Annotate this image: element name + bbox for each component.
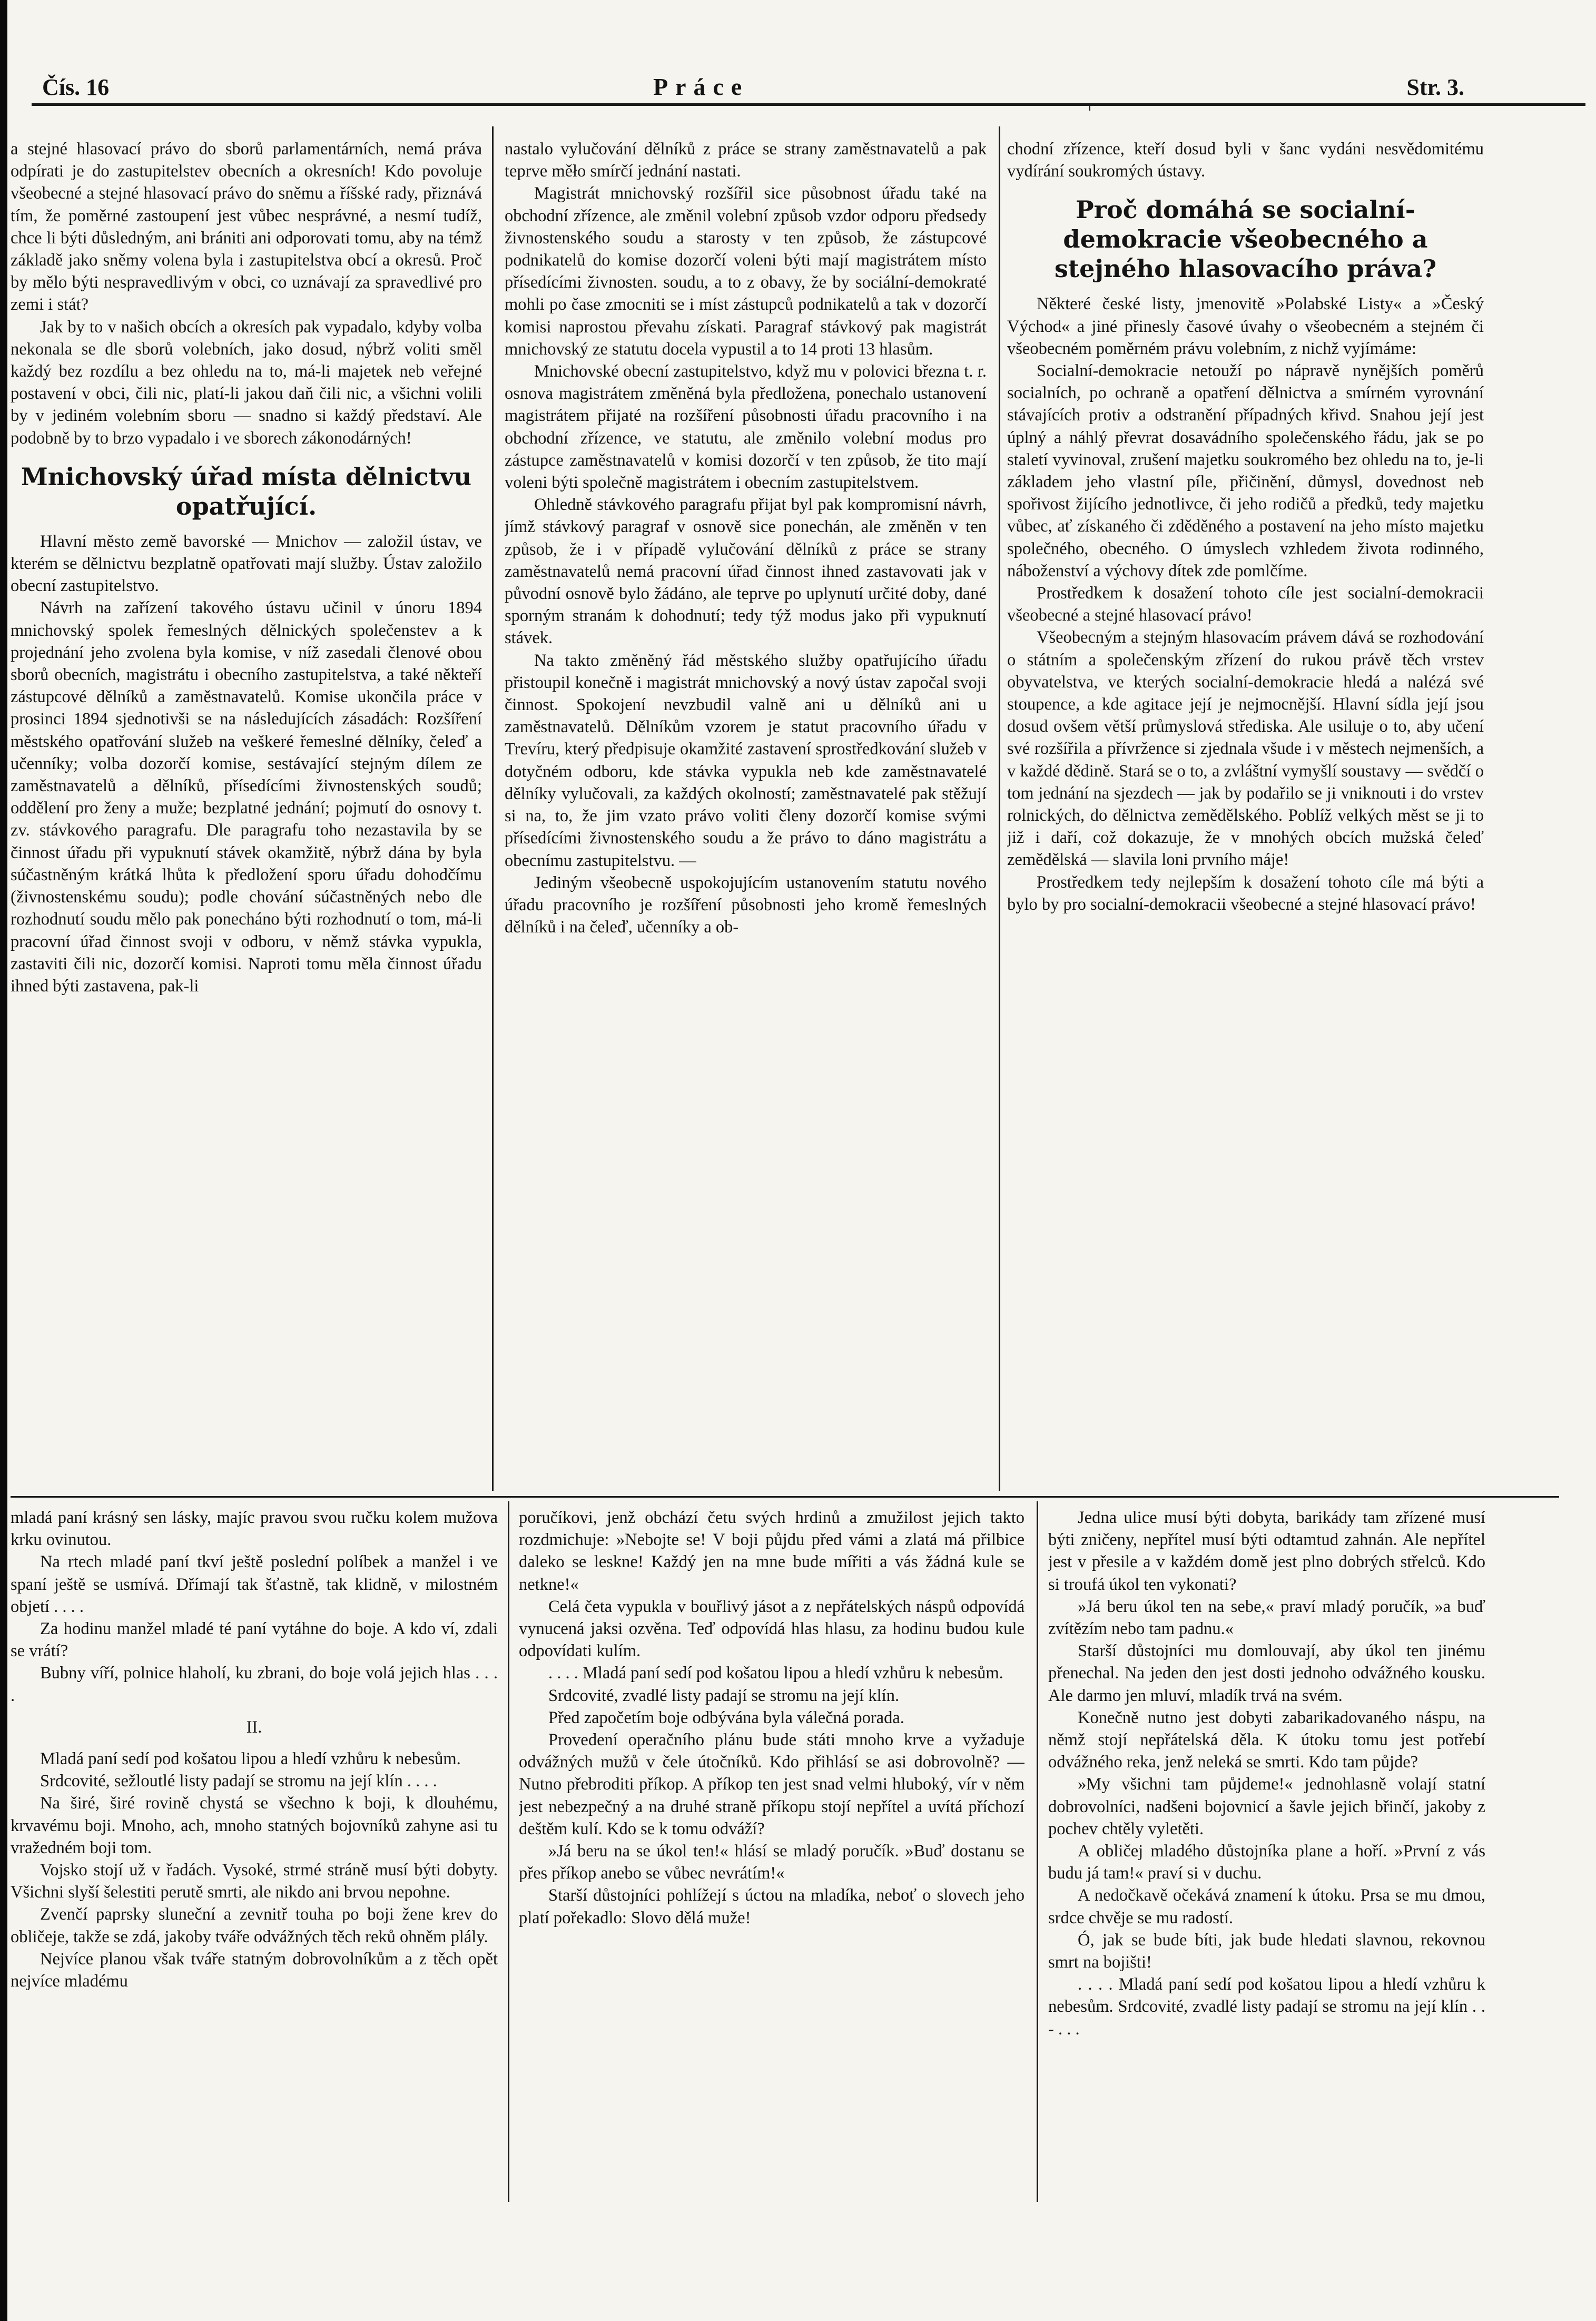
paragraph: Všeobecným a stejným hlasovacím právem dává se rozhodování o státním a společenským zřízení do rukou právě těch vrstev obyvatelstva, ve kterých socialní-demokracie hledá a nalézá své stoupence, a kde agitace její je nejmocnější. Hlavní sídla její jsou dosud ovšem větší průmyslová střediska. Ale usiluje o to, aby učení své rozšířila a přívržence si zjednala všude i v městech nejmenších, a v každé dědině. Stará se o to, a zvláštní vymyšlí soustavy — svědčí o tom jednání na sjezdech — jak by podařilo se ji vniknouti i do vrstev rolnických, do dělnictva zemědělského. Poblíž velkých měst se ji to již i daří, což dokazuje, že v mnohých obcích mužská čeleď zemědělská — slavila loni prvního máje! bbox=[1007, 628, 1484, 870]
paragraph: A obličej mladého důstojníka plane a hoří. »První z vás budu já tam!« praví si v duchu. bbox=[1048, 1842, 1485, 1883]
paragraph: Magistrát mnichovský rozšířil sice působnost úřadu také na obchodní zřízence, ale změnil volební způsob vzdor odporu předsedy živnostenského soudu a starosty v ten způsob, že zástupcové podnikatelů do komise dozorčí voleni býti mají magistrátem místo přísedícími živnosten. soudu, a to z obavy, že by sociální-demokraté mohli po čase zmocniti se i míst zástupců podnikatelů a tak v dozorčí komisi naprostou převahu získati. Paragraf stávkový pak magistrát mnichovský ze statutu docela vypustil a to 14 proti 13 hlasům. bbox=[505, 184, 987, 359]
paragraph: Vojsko stojí už v řadách. Vysoké, strmé stráně musí býti dobyty. Všichni slyší šelestiti perutě smrti, ale nikdo ani brvou nepohne. bbox=[11, 1861, 498, 1902]
paragraph: a stejné hlasovací právo do sborů parlamentárních, nemá práva odpírati je do zastupitelstev obecních a okresních! Kdo povoluje všeobecné a stejné hlasovací právo do sněmu a říšské rady, přiznává tím, že poměrné zastoupení jest vůbec nesprávné, a nesmí tudíž, chce li býti důsledným, ani brániti ani odporovati tomu, aby na témž základě jako sněmy volena byla i zastupitelstva obcí a okresů. Proč by mělo býti nespravedlivým v obci, co uznávají za spravedlivé pro zemi i stát? bbox=[11, 140, 482, 314]
page-number: Str. 3. bbox=[1406, 74, 1464, 100]
story-column-1 bbox=[11, 1507, 498, 2202]
paragraph: Prostředkem tedy nejlepším k dosažení tohoto cíle má býti a bylo by pro socialní-demokracii všeobecné a stejné hlasovací právo! bbox=[1007, 872, 1484, 914]
paragraph: Na širé, širé rovině chystá se všechno k boji, k dlouhému, krvavému boji. Mnoho, ach, mnoho statných bojovníků zahyne asi tu vražedném boji tom. bbox=[11, 1794, 498, 1857]
paragraph: Starší důstojníci mu domlouvají, aby úkol ten jinému přenechal. Na jeden den jest dosti jednoho odvážného kousku. Ale darmo jen mluví, mladík trvá na svém. bbox=[1048, 1641, 1485, 1705]
paragraph: chodní zřízence, kteří dosud byli v šanc vydáni nesvědomitému vydírání soukromých ústavy. bbox=[1007, 140, 1484, 181]
paragraph: Srdcovité, sežloutlé listy padají se stromu na její klín . . . . bbox=[40, 1772, 437, 1791]
column-rule-5 bbox=[1089, 105, 1090, 111]
paragraph: Jediným všeobecně uspokojujícím ustanovením statutu nového úřadu pracovního je rozšíření působnosti jeho kromě řemeslných dělníků i na čeleď, učenníky a ob- bbox=[505, 873, 987, 937]
paragraph: Hlavní město země bavorské — Mnichov — založil ústav, ve kterém se dělnictvu bezplatně opatřovati mají služby. Ústav založilo obecní zastupitelstvo. bbox=[11, 532, 482, 596]
paragraph: Celá četa vypukla v bouřlivý jásot a z nepřátelských náspů odpovídá vynucená jaksi ozvěna. Teď odpovídá hlas hlasu, za hodinu budou kule odpovídati kulím. bbox=[519, 1597, 1024, 1661]
paragraph: A nedočkavě očekává znamení k útoku. Prsa se mu dmou, srdce chvěje se mu radostí. bbox=[1048, 1886, 1485, 1927]
paragraph: »Já beru úkol ten na sebe,« praví mladý poručík, »a buď zvítězím nebo tam padnu.« bbox=[1048, 1597, 1485, 1639]
paragraph: Bubny víří, polnice hlaholí, ku zbrani, do boje volá jejich hlas . . . . bbox=[11, 1664, 498, 1705]
paragraph: Návrh na zařízení takového ústavu učinil v únoru 1894 mnichovský spolek řemeslných dělnických společenstev a k projednání jeho zvolena byla komise, v níž zasedali členové obou sborů obecních, magistrátu i obecního zastupitelstva, a také někteří zástupcové dělníků a zaměstnavatelů. Komise ukončila práce v prosinci 1894 sjednotivši se na následujících zásadách: Rozšíření městského opatřování služeb na veškeré řemeslné dělníky, čeleď a učenníky; volba dozorčí komise, sestávající stejným dílem ze zaměstnavatelů a dělníků, přísedícími živnostenských soudů; oddělení pro ženy a muže; bezplatné jednání; pojmutí do osnovy t. zv. stávkového paragrafu. Dle paragrafu toho nezastavila by se činnost úřadu při vypuknutí stávek okamžitě, nýbrž dána by byla súčastněným krátká lhůta k předložení sporu úřadu dohodčímu (živnostenskému soudu); podle chování súčastněných nebo dle rozhodnutí soudu mělo pak ponecháno býti rozhodnutí o tom, má-li pracovní úřad činnost svoji v odboru, v němž stávka vypukla, zastaviti čili nic, dozorčí komisi. Naproti tomu měla činnost úřadu ihned býti zastavena, pak-li bbox=[11, 598, 482, 996]
paragraph: Provedení operačního plánu bude státi mnoho krve a vyžaduje odvážných mužů v čele útočníků. Kdo přihlásí se asi dobrovolně? — Nutno přebroditi příkop. A příkop ten jest snad velmi hluboký, vír v něm jest nebezpečný a na druhé straně příkopu stojí nepřítel a uvítá příchozí deštěm kulí. Kdo se k tomu odváží? bbox=[519, 1730, 1024, 1838]
paragraph: »Já beru na se úkol ten!« hlásí se mladý poručík. »Buď dostanu se přes příkop anebo se vůbec nevrátím!« bbox=[519, 1842, 1024, 1883]
story-column-2 bbox=[519, 1507, 1024, 2202]
paragraph: Na rtech mladé paní tkví ještě poslední políbek a manžel i ve spaní ještě se usmívá. Dřímají tak šťastně, tak klidně, v milostném objetí . . . . bbox=[11, 1552, 498, 1616]
paragraph: »My všichni tam půjdeme!« jednohlasně volají statní dobrovolníci, nadšeni bojovnicí a šavle jejich břinčí, jakoby z pochev chtěly vyletěti. bbox=[1048, 1775, 1485, 1838]
paragraph: Před započetím boje odbývána byla válečná porada. bbox=[548, 1708, 904, 1727]
paragraph: poručíkovi, jenž obchází četu svých hrdinů a zmužilost jejich takto rozdmichuje: »Nebojte se! V boji půjdu před vámi a zlatá má přilbice daleko se leskne! Každý jen na mne bude mířiti a vás žádná kule se netkne!« bbox=[519, 1508, 1024, 1594]
paragraph: Na takto změněný řád městského služby opatřujícího úřadu přistoupil konečně i magistrát mnichovský a nový ústav započal svoji činnost. Spokojení nevzbudil valně ani u dělníků ani u zaměstnavatelů. Dělníkům vzorem je statut pracovního úřadu v Trevíru, který předpisuje okamžité zastavení sprostředkování služeb v dotyčném odboru, kde stávka vypukla neb kde zaměstnavatelé dělníky vylučovali, za každých okolností; zaměstnavatelé pak stěžují si na, to, že jim vzato právo voliti členy dozorčí komise svými přísedícími živnostenského soudu a že právo to dáno magistrátu a obecnímu zastupitelstvu. — bbox=[505, 651, 987, 870]
paragraph: Mnichovské obecní zastupitelstvo, když mu v polovici března t. r. osnova magistrátem změněná byla předložena, ponechalo ustanovení magistrátem přijaté na rozšíření působnosti úřadu pracovního i na obchodní zřízence, ve statutu, ale změnilo volební modus pro zástupce zaměstnavatelů v komisi dozorčí v ten způsob, že tito mají voleni býti společně magistrátem i obecním zastupitelstvem. bbox=[505, 362, 987, 493]
paragraph: Jedna ulice musí býti dobyta, barikády tam zřízené musí býti zničeny, nepřítel musí býti odtamtud zahnán. Ale nepřítel jest v přesile a v každém domě jest plno dobrých střelců. Kdo si troufá úkol ten vykonati? bbox=[1048, 1508, 1485, 1594]
paragraph: Jak by to v našich obcích a okresích pak vypadalo, kdyby volba nekonala se dle sborů volebních, jako dosud, nýbrž voliti směl každý bez rozdílu a bez ohledu na to, má-li majetek neb veřejné postavení v obci, čili nic, platí-li jakou daň čili nic, a všichni volili by v jediném volebním sboru — snadno si každý představí. Ale podobně by to brzo vypadalo i ve sborech zákonodárných! bbox=[11, 317, 482, 448]
page-header bbox=[32, 68, 1464, 105]
paragraph: Konečně nutno jest dobyti zabarikadovaného náspu, na němž stojí nepřátelská děla. K útoku tomu jest potřebí odvážného reka, jenž neleká se smrti. Kdo tam půjde? bbox=[1048, 1708, 1485, 1772]
paragraph: Socialní-demokracie netouží po nápravě nynějších poměrů socialních, po ochraně a opatření dělnictva a smírném vyrovnání stávajících protiv a odstranění případných křivd. Snahou její jest úplný a náhlý převrat dosavádního společenského řádu, jak se po staletí vyvinoval, zrušení majetku soukromého bez ohledu na to, je-li základem jeho vlastní píle, přičinění, důmysl, dovednost neb spořivost žijícího jednotlivce, či jeho rodičů a předků, tedy majetku vůbec, ať získaného či zděděného a postavení na jeho místo majetku společného, obecného. O úmyslech vzhledem života rodinného, náboženství a výchovy dítek zde pomlčíme. bbox=[1007, 361, 1484, 581]
paragraph: Za hodinu manžel mladé té paní vytáhne do boje. A kdo ví, zdali se vrátí? bbox=[11, 1619, 498, 1661]
paragraph: Prostředkem k dosažení tohoto cíle jest socialní-demokracii všeobecné a stejné hlasovací právo! bbox=[1007, 584, 1484, 625]
column-rule-4 bbox=[1037, 1501, 1038, 2202]
paragraph: Ó, jak se bude bíti, jak bude hledati slavnou, rekovnou smrt na bojišti! bbox=[1048, 1930, 1485, 1972]
paragraph: nastalo vylučování dělníků z práce se strany zaměstnavatelů a pak teprve měło smírčí jednání nastati. bbox=[505, 140, 987, 181]
paragraph: Některé české listy, jmenovitě »Polabské Listy« a »Český Východ« a jiné přinesly časové úvahy o všeobecném a stejném či všeobecném poměrném právu volebním, z nichž vyjímáme: bbox=[1007, 294, 1484, 358]
paragraph: Mladá paní sedí pod košatou lipou a hledí vzhůru k nebesům. bbox=[40, 1749, 461, 1769]
page-edge-left bbox=[0, 0, 7, 2321]
issue-number: Čís. 16 bbox=[42, 74, 110, 100]
article-column-3 bbox=[1007, 138, 1484, 1487]
story-column-3 bbox=[1048, 1507, 1485, 2202]
paragraph: Ohledně stávkového paragrafu přijat byl pak kompromisní návrh, jímž stávkový paragraf v osnově sice ponechán, ale změněn v ten způsob, že i v případě vylučování dělníků z práce se strany zaměstnavatelů nemá pracovní úřad činnost ihned zastavovati jak v původní osnově bylo žádáno, ale teprve po uplynutí určité doby, dané sporným stranám k dohodnutí; tedy týž modus jako při vypuknutí stávek. bbox=[505, 495, 987, 648]
column-rule-3 bbox=[508, 1501, 509, 2202]
paragraph: Srdcovité, zvadlé listy padají se stromu na její klín. bbox=[548, 1686, 900, 1705]
paragraph: mladá paní krásný sen lásky, majíc pravou svou ručku kolem mužova krku ovinutou. bbox=[11, 1508, 498, 1550]
article-headline: Proč domáhá se socialní-demokracie všeobecného a stejného hlasovacího práva? bbox=[1054, 195, 1437, 283]
header-rule bbox=[32, 103, 1585, 106]
section-number: II. bbox=[246, 1717, 262, 1737]
column-rule-1 bbox=[492, 126, 494, 1491]
paragraph: . . . . Mladá paní sedí pod košatou lipou a hledí vzhůru k nebesům. bbox=[548, 1664, 1003, 1683]
column-rule-2 bbox=[999, 126, 1000, 1491]
paragraph: Starší důstojníci pohlížejí s úctou na mladíka, neboť o slovech jeho platí pořekadlo: Slovo dělá muže! bbox=[519, 1886, 1024, 1927]
newspaper-title: Práce bbox=[653, 73, 750, 100]
paragraph: Nejvíce planou však tváře statným dobrovolníkům a z těch opět nejvíce mladému bbox=[11, 1949, 498, 1991]
article-column-1 bbox=[11, 138, 482, 1487]
article-headline: Mnichovský úřad místa dělnictvu opatřující. bbox=[21, 462, 472, 520]
article-column-2 bbox=[505, 138, 987, 1487]
section-rule bbox=[11, 1496, 1559, 1498]
paragraph: . . . . Mladá paní sedí pod košatou lipou a hledí vzhůru k nebesům. Srdcovité, zvadlé listy padají se stromu na její klín . . - . . . bbox=[1048, 1975, 1485, 2039]
paragraph: Zvenčí paprsky sluneční a zevnitř touha po boji žene krev do obličeje, takže se zdá, jakoby tváře odvážných těch reků ohněm plály. bbox=[11, 1905, 498, 1946]
